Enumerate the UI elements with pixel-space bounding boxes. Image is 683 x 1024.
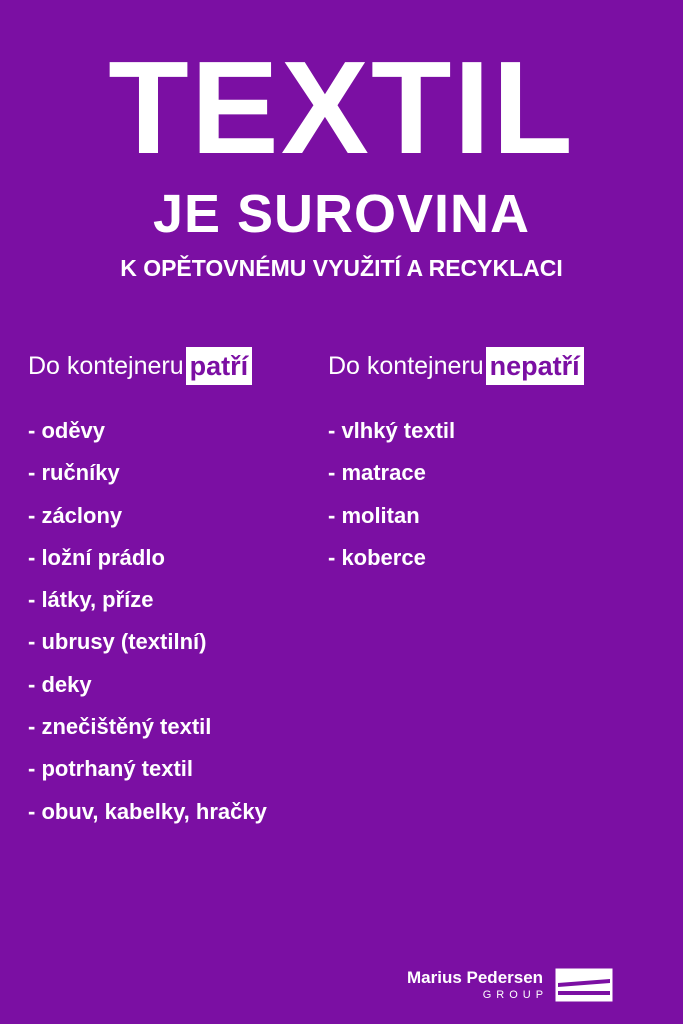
belongs-list-item: - deky — [28, 671, 92, 697]
belongs-column — [28, 342, 267, 841]
belongs-list-item: - látky, příze — [28, 587, 154, 613]
belongs-list-item: - ubrusy (textilní) — [28, 629, 207, 655]
not-belongs-list-item: - molitan — [328, 502, 420, 528]
company-logo — [407, 968, 613, 1002]
not-belongs-list-item: - matrace — [328, 460, 426, 486]
belongs-list-item: - oděvy — [28, 418, 106, 443]
marius-pedersen-logo-icon — [555, 968, 613, 1002]
not-belongs-list-item: - vlhký textil — [328, 418, 456, 443]
belongs-heading-prefix: Do kontejneru — [28, 351, 184, 380]
belongs-list-item: - potrhaný textil — [28, 756, 194, 782]
belongs-list-item: - obuv, kabelky, hračky — [28, 798, 267, 824]
not-belongs-heading-prefix: Do kontejneru — [328, 351, 484, 380]
belongs-heading — [28, 342, 267, 390]
poster-subtitle: JE SUROVINA — [152, 184, 531, 244]
belongs-heading-highlight: patří — [186, 347, 253, 385]
belongs-list-item: - znečištěný textil — [28, 714, 212, 740]
belongs-list — [28, 418, 267, 841]
belongs-list-item: - ložní prádlo — [28, 544, 165, 570]
poster-tagline: K OPĚTOVNÉMU VYUŽITÍ A RECYKLACI — [120, 255, 563, 281]
belongs-list-item: - záclony — [28, 502, 123, 528]
logo-group: GROUP — [482, 989, 549, 1001]
not-belongs-list — [328, 418, 584, 587]
not-belongs-list-item: - koberce — [328, 544, 426, 570]
not-belongs-column — [328, 342, 584, 587]
logo-text — [407, 968, 549, 1002]
not-belongs-heading — [328, 342, 584, 390]
not-belongs-heading-highlight: nepatří — [486, 347, 584, 385]
logo-name: Marius Pedersen — [407, 968, 544, 987]
belongs-list-item: - ručníky — [28, 460, 120, 486]
poster-title: TEXTIL — [108, 34, 575, 181]
